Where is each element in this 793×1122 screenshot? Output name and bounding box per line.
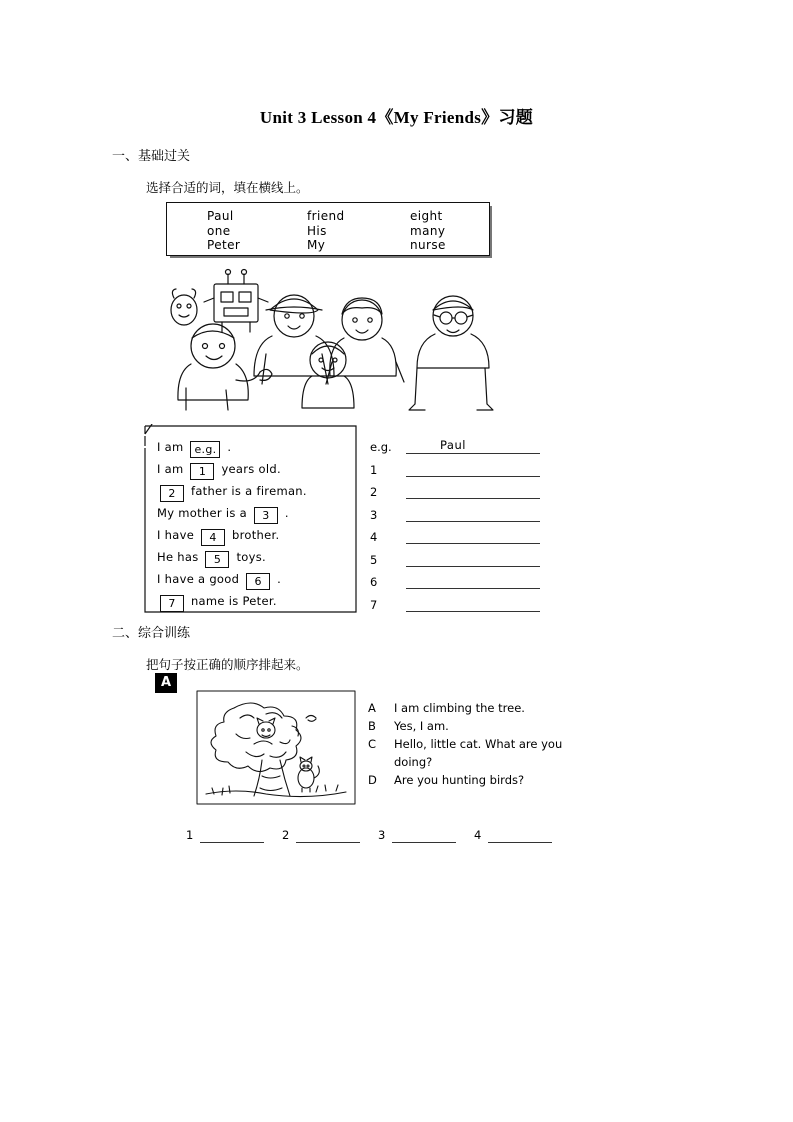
sentence-row: [157, 568, 357, 590]
sentence-post: brother.: [232, 528, 280, 542]
choice-item[interactable]: [368, 771, 598, 789]
word-bank-word: His: [307, 223, 327, 238]
answer-label: 3: [370, 507, 378, 522]
word-bank-box: [166, 202, 490, 256]
answer-box[interactable]: 5: [205, 551, 229, 568]
answer-row: [370, 438, 540, 461]
choice-text: Are you hunting birds?: [394, 773, 525, 787]
answer-box[interactable]: e.g.: [190, 441, 220, 458]
section-2-instruction: 把句子按正确的顺序排起来。: [146, 657, 309, 672]
word-bank-word: Paul: [207, 209, 234, 223]
answer-label: 5: [370, 552, 378, 567]
answer-box[interactable]: 2: [160, 485, 184, 502]
word-bank-word: nurse: [410, 238, 446, 252]
answer-box[interactable]: 1: [190, 463, 214, 480]
sentence-row: [157, 502, 357, 524]
ordering-answer-row: [186, 828, 558, 850]
order-number: 2: [282, 828, 290, 842]
sentence-pre: I am: [157, 440, 184, 454]
answer-lines: [370, 438, 540, 618]
word-bank-column-2: [307, 209, 345, 253]
choice-text: Hello, little cat. What are you doing?: [394, 737, 563, 769]
sentence-post: .: [277, 572, 282, 586]
answer-row: [370, 461, 540, 484]
cat-in-tree-icon: [257, 718, 275, 738]
sentence-post: father is a fireman.: [190, 484, 307, 498]
answer-label: e.g.: [370, 440, 392, 454]
order-blank-line[interactable]: [296, 842, 360, 843]
section-1-instruction: 选择合适的词，填在横线上。: [146, 180, 309, 195]
answer-box[interactable]: 4: [201, 529, 225, 546]
boy-front-left: [178, 324, 272, 410]
tree-cat-illustration: [196, 690, 356, 805]
sentence-post: years old.: [221, 462, 281, 476]
cat-on-ground-icon: [298, 757, 319, 792]
choice-item[interactable]: [368, 717, 598, 735]
answer-blank-line[interactable]: [406, 521, 540, 522]
sentence-row: [157, 524, 357, 546]
sentence-pre: I have: [157, 528, 195, 542]
family-illustration: [166, 268, 506, 420]
word-bank-word: one: [207, 223, 231, 238]
answer-label: 1: [370, 462, 378, 477]
sentence-row: [157, 436, 357, 458]
section-2-heading: 二、综合训练: [112, 626, 191, 641]
sentence-pre: I have a good: [157, 572, 240, 586]
answer-blank-line[interactable]: [406, 611, 540, 612]
word-bank-word: Peter: [207, 238, 241, 252]
answer-value: Paul: [440, 438, 466, 452]
choice-letter: A: [368, 701, 376, 715]
answer-blank-line[interactable]: [406, 543, 540, 544]
sentence-list: [157, 436, 357, 612]
sentence-row: [157, 590, 357, 612]
word-bank-column-1: [207, 209, 240, 253]
word-bank-word: friend: [307, 209, 345, 223]
answer-row: [370, 596, 540, 619]
answer-row: [370, 573, 540, 596]
sentence-post: name is Peter.: [190, 594, 277, 608]
picture-label-a: A: [155, 673, 177, 693]
robot-toy-icon: [204, 270, 268, 333]
answer-blank-line[interactable]: [406, 588, 540, 589]
sentence-pre: He has: [157, 550, 199, 564]
answer-label: 4: [370, 530, 378, 544]
answer-box[interactable]: 6: [246, 573, 270, 590]
man-with-hat: [254, 295, 334, 384]
choice-list: [368, 699, 598, 789]
word-bank-word: eight: [410, 209, 443, 223]
sentence-row: [157, 546, 357, 568]
answer-label: 6: [370, 575, 378, 589]
boy-with-glasses: [409, 296, 493, 410]
answer-box[interactable]: 3: [254, 507, 278, 524]
sentence-row: [157, 480, 357, 502]
small-creature-icon: [171, 289, 197, 325]
choice-letter: B: [368, 719, 376, 733]
choice-item[interactable]: [368, 699, 598, 717]
word-bank-word: many: [410, 223, 446, 238]
answer-blank-line[interactable]: [406, 498, 540, 499]
choice-item[interactable]: [368, 735, 598, 771]
order-blank-line[interactable]: [392, 842, 456, 843]
sentence-post: .: [227, 440, 232, 454]
girl-curly-hair: [326, 298, 404, 384]
choice-text: Yes, I am.: [394, 719, 449, 733]
sentence-post: toys.: [236, 550, 266, 564]
answer-blank-line[interactable]: [406, 476, 540, 477]
answer-label: 7: [370, 597, 378, 612]
order-number: 4: [474, 828, 482, 842]
order-number: 1: [186, 828, 194, 842]
order-blank-line[interactable]: [488, 842, 552, 843]
answer-row: [370, 551, 540, 574]
answer-blank-line[interactable]: [406, 566, 540, 567]
choice-letter: C: [368, 737, 377, 751]
sentence-pre: I am: [157, 462, 184, 476]
sentence-pre: My mother is a: [157, 506, 247, 520]
sentence-row: [157, 458, 357, 480]
choice-letter: D: [368, 773, 377, 787]
answer-row: [370, 483, 540, 506]
order-blank-line[interactable]: [200, 842, 264, 843]
sentence-post: .: [284, 506, 289, 520]
speech-bubble: [143, 424, 358, 614]
choice-text: I am climbing the tree.: [394, 701, 525, 715]
answer-blank-line[interactable]: [406, 453, 540, 454]
word-bank-word: My: [307, 238, 326, 252]
answer-row: [370, 528, 540, 551]
page-title: Unit 3 Lesson 4《My Friends》习题: [259, 108, 534, 127]
answer-box[interactable]: 7: [160, 595, 184, 612]
answer-row: [370, 506, 540, 529]
order-number: 3: [378, 828, 386, 842]
section-1-heading: 一、基础过关: [112, 149, 191, 164]
answer-label: 2: [370, 485, 378, 499]
word-bank-column-3: [410, 209, 446, 253]
